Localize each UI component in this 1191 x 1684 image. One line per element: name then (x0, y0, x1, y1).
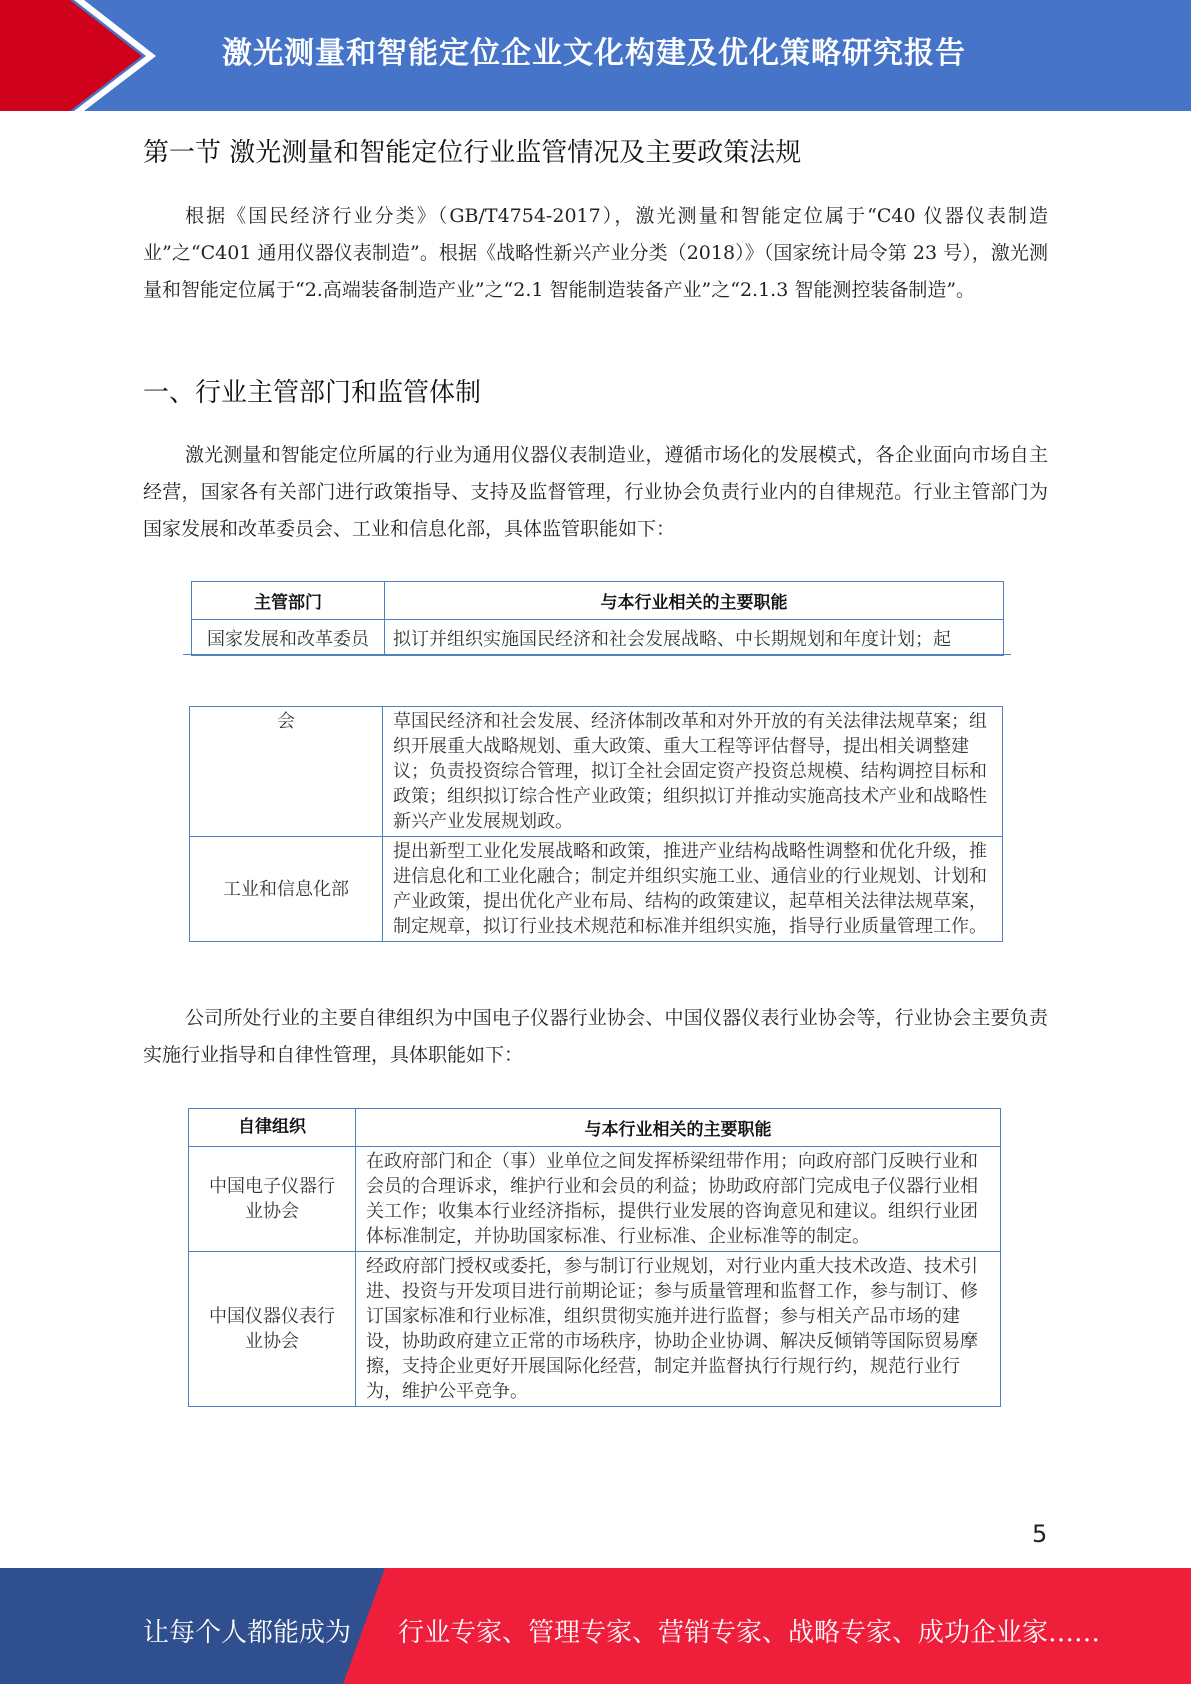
report-title: 激光测量和智能定位企业文化构建及优化策略研究报告 (222, 36, 966, 71)
table-row (190, 837, 1003, 942)
table-cell-duty: 经政府部门授权或委托，参与制订行业规划，对行业内重大技术改造、技术引进、投资与开发项目进行前期论证；参与质量管理和监督工作，参与制订、修订国家标准和行业标准，组织贯彻实施并进行监督；参与相关产品市场的建设，协助政府建立正常的市场秩序，协助企业协调、解决反倾销等国际贸易摩擦，支持企业更好开展国际化经营，制定并监督执行行规行约，规范行业行为，维护公平竞争。 (356, 1252, 1001, 1407)
table-cell-org: 中国仪器仪表行业协会 (189, 1252, 356, 1407)
table-cell-dept: 工业和信息化部 (190, 837, 383, 942)
table-row (192, 620, 1004, 656)
subsection-title: 一、行业主管部门和监管体制 (143, 378, 482, 408)
table-row (190, 707, 1003, 837)
footer-banner (0, 1568, 1191, 1684)
table-header-org: 自律组织 (189, 1109, 356, 1147)
table-cell-dept: 会 (190, 707, 383, 837)
page-number: 5 (1032, 1520, 1048, 1548)
section-title: 第一节 激光测量和智能定位行业监管情况及主要政策法规 (143, 138, 802, 168)
table-header-duty: 与本行业相关的主要职能 (385, 582, 1004, 620)
table-header-dept: 主管部门 (192, 582, 385, 620)
regulator-table-continued (189, 706, 1003, 942)
footer-slogan-right: 行业专家、管理专家、营销专家、战略专家、成功企业家…… (398, 1618, 1101, 1648)
table-cell-dept: 国家发展和改革委员 (192, 620, 385, 656)
regulator-table-top (191, 581, 1004, 656)
table-row (189, 1252, 1001, 1407)
table-cell-duty: 拟订并组织实施国民经济和社会发展战略、中长期规划和年度计划；起 (385, 620, 1004, 656)
intro-paragraph: 根据《国民经济行业分类》（GB/T4754-2017），激光测量和智能定位属于“C40 仪器仪表制造业”之“C401 通用仪器仪表制造”。根据《战略性新兴产业分类（2018）》（国家统计局令第 23 号），激光测量和智能定位属于“2.高端装备制造产业”之“2.1 智能制造装备产业”之“2.1.3 智能测控装备制造”。 (143, 205, 1048, 301)
association-table (188, 1108, 1001, 1407)
footer-slogan-left: 让每个人都能成为 (143, 1618, 352, 1648)
table-header-row (189, 1109, 1001, 1147)
table-cell-duty: 草国民经济和社会发展、经济体制改革和对外开放的有关法律法规草案；组织开展重大战略规划、重大政策、重大工程等评估督导，提出相关调整建议；负责投资综合管理，拟订全社会固定资产投资总规模、结构调控目标和政策；组织拟订综合性产业政策；组织拟订并推动实施高技术产业和战略性新兴产业发展规划政。 (383, 707, 1003, 837)
table-cell-duty: 在政府部门和企（事）业单位之间发挥桥梁纽带作用；向政府部门反映行业和会员的合理诉求，维护行业和会员的利益；协助政府部门完成电子仪器行业相关工作；收集本行业经济指标，提供行业发展的咨询意见和建议。组织行业团体标准制定，并协助国家标准、行业标准、企业标准等的制定。 (356, 1147, 1001, 1252)
regulation-paragraph: 激光测量和智能定位所属的行业为通用仪器仪表制造业，遵循市场化的发展模式，各企业面向市场自主经营，国家各有关部门进行政策指导、支持及监督管理，行业协会负责行业内的自律规范。行业主管部门为国家发展和改革委员会、工业和信息化部，具体监管职能如下： (143, 444, 1048, 540)
table-header-duty: 与本行业相关的主要职能 (356, 1109, 1001, 1147)
table-row (189, 1147, 1001, 1252)
header-banner (0, 0, 1191, 111)
table-cell-org: 中国电子仪器行业协会 (189, 1147, 356, 1252)
table-cell-duty: 提出新型工业化发展战略和政策，推进产业结构战略性调整和优化升级，推进信息化和工业化融合；制定并组织实施工业、通信业的行业规划、计划和产业政策，提出优化产业布局、结构的政策建议，起草相关法律法规草案，制定规章，拟订行业技术规范和标准并组织实施，指导行业质量管理工作。 (383, 837, 1003, 942)
table-cut-line (183, 654, 1011, 655)
table-header-row (192, 582, 1004, 620)
association-paragraph: 公司所处行业的主要自律组织为中国电子仪器行业协会、中国仪器仪表行业协会等，行业协会主要负责实施行业指导和自律性管理，具体职能如下： (143, 1007, 1048, 1066)
